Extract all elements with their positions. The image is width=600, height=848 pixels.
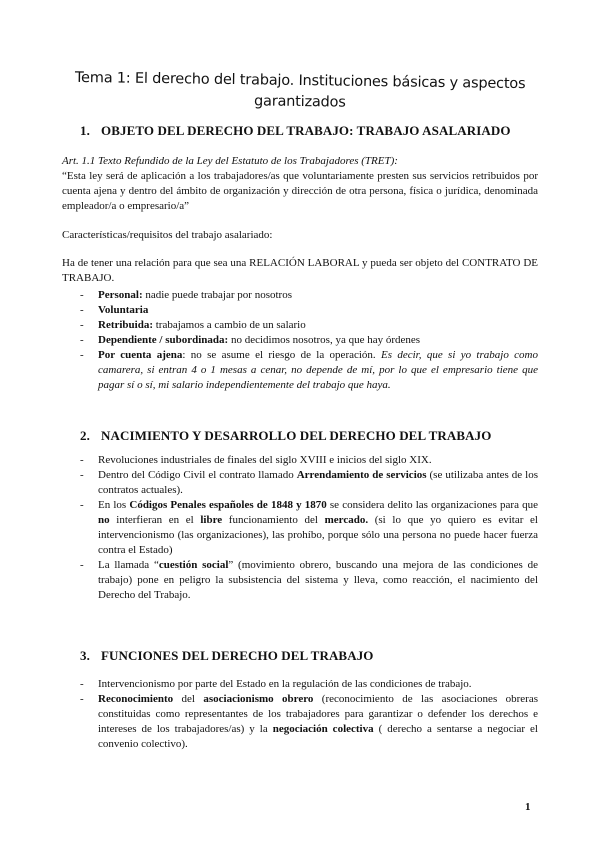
list-item: - Retribuida: trabajamos a cambio de un salario bbox=[80, 318, 538, 333]
history-list bbox=[80, 453, 538, 603]
law-quote: “Esta ley será de aplicación a los trabajadores/as que voluntariamente presten sus servicios retribuidos por cuenta ajena y dentro del ámbito de organización y dirección de otra persona, física o jurídica, denominada empleador/a o empresario/a” bbox=[62, 170, 538, 212]
functions-list bbox=[80, 677, 538, 752]
relation-text: Ha de tener una relación para que sea una RELACIÓN LABORAL y pueda ser objeto del CONTRATO DE TRABAJO. bbox=[62, 257, 538, 284]
document-title: Tema 1: El derecho del trabajo. Instituciones básicas y aspectos garantizados bbox=[74, 69, 526, 111]
section-3-title: FUNCIONES DEL DERECHO DEL TRABAJO bbox=[101, 648, 374, 663]
section-1-title: OBJETO DEL DERECHO DEL TRABAJO: TRABAJO ASALARIADO bbox=[101, 123, 511, 138]
list-item: - Por cuenta ajena: no se asume el riesgo de la operación. Es decir, que si yo trabajo como camarera, si entran 4 o 1 mesas a cenar, no depende de mí, por lo que el empresario tiene que pagar sí o sí, mi salario independientemente del trabajo que haya. bbox=[80, 348, 538, 393]
list-item: - Intervencionismo por parte del Estado en la regulación de las condiciones de trabajo. bbox=[80, 677, 538, 692]
section-1-number: 1. bbox=[80, 123, 90, 138]
section-2-title: NACIMIENTO Y DESARROLLO DEL DERECHO DEL TRABAJO bbox=[101, 428, 492, 443]
section-3-number: 3. bbox=[80, 648, 90, 663]
list-item: - Personal: nadie puede trabajar por nosotros bbox=[80, 288, 538, 303]
section-3-heading bbox=[80, 648, 374, 664]
characteristics-intro: Características/requisitos del trabajo asalariado: bbox=[62, 229, 273, 241]
list-item: - Dentro del Código Civil el contrato llamado Arrendamiento de servicios (se utilizaba antes de los contratos actuales). bbox=[80, 468, 538, 498]
section-2-number: 2. bbox=[80, 428, 90, 443]
page-number: 1 bbox=[525, 801, 531, 813]
list-item: - Dependiente / subordinada: no decidimos nosotros, ya que hay órdenes bbox=[80, 333, 538, 348]
requirements-list bbox=[80, 288, 538, 393]
section-1-heading bbox=[80, 123, 511, 139]
example-text: Es decir, que si yo trabajo como camarera, si entran 4 o 1 mesas a cenar, no depende de mí, por lo que el empresario tiene que pagar sí o sí, mi salario independientemente del trabajo que haya. bbox=[98, 349, 538, 391]
list-item: - La llamada “cuestión social” (movimiento obrero, buscando una mejora de las condiciones de trabajo) pone en peligro la subsistencia del sistema y lleva, como reacción, el nacimiento del Derecho del Trabajo. bbox=[80, 558, 538, 603]
list-item: - En los Códigos Penales españoles de 1848 y 1870 se considera delito las organizaciones para que no interfieran en el libre funcionamiento del mercado. (si lo que yo quiero es evitar el intervencionismo (las organizaciones), las prohíbo, porque sólo una persona no puede hacer fuerza contra el Estado) bbox=[80, 498, 538, 558]
law-reference: Art. 1.1 Texto Refundido de la Ley del Estatuto de los Trabajadores (TRET): bbox=[62, 155, 398, 167]
list-item: - Revoluciones industriales de finales del siglo XVIII e inicios del siglo XIX. bbox=[80, 453, 538, 468]
list-item: - Reconocimiento del asociacionismo obrero (reconocimiento de las asociaciones obreras constituidas como representantes de los trabajadores para garantizar o defender los derechos e intereses de los trabajadores/as) y la negociación colectiva ( derecho a sentarse a negociar el convenio colectivo). bbox=[80, 692, 538, 752]
section-2-heading bbox=[80, 428, 491, 444]
list-item: - Voluntaria bbox=[80, 303, 538, 318]
